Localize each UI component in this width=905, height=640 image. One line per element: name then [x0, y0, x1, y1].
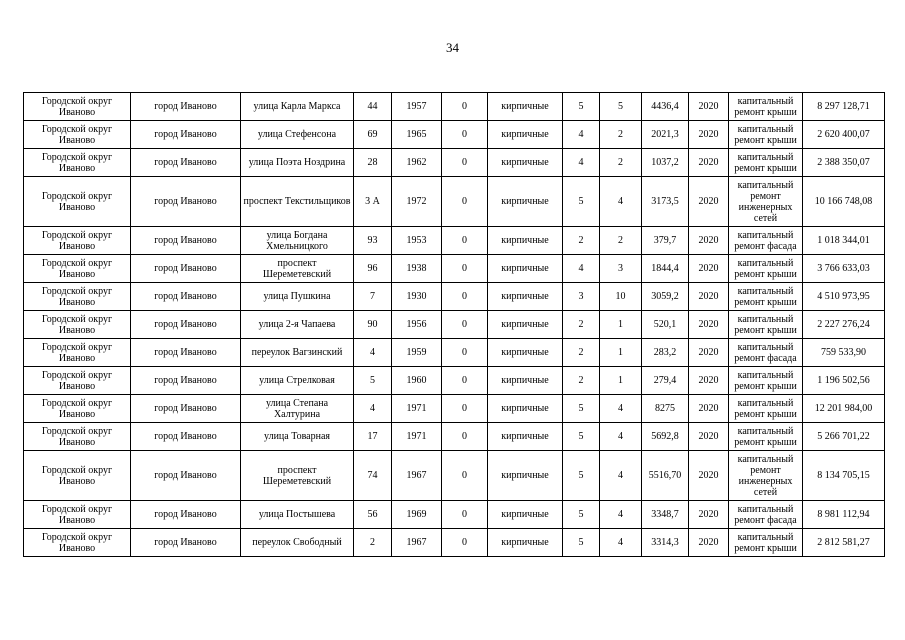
municipality-cell: Городской округ Иваново [24, 177, 131, 227]
house-number-cell: 4 [354, 339, 392, 367]
street-cell: улица Богдана Хмельницкого [241, 227, 354, 255]
plan-year-cell: 2020 [689, 311, 729, 339]
work-type-cell: капитальный ремонт крыши [729, 283, 803, 311]
table-row [24, 423, 885, 451]
cost-cell: 1 196 502,56 [803, 367, 885, 395]
municipality-cell: Городской округ Иваново [24, 283, 131, 311]
municipality-cell: Городской округ Иваново [24, 255, 131, 283]
zero-cell: 0 [442, 227, 488, 255]
house-number-cell: 2 [354, 529, 392, 557]
work-type-cell: капитальный ремонт крыши [729, 93, 803, 121]
city-cell: город Иваново [131, 93, 241, 121]
table-row [24, 227, 885, 255]
floors-cell: 5 [563, 177, 600, 227]
street-cell: переулок Вагзинский [241, 339, 354, 367]
area-cell: 8275 [642, 395, 689, 423]
house-number-cell: 56 [354, 501, 392, 529]
zero-cell: 0 [442, 255, 488, 283]
table-row [24, 451, 885, 501]
city-cell: город Иваново [131, 451, 241, 501]
city-cell: город Иваново [131, 255, 241, 283]
area-cell: 3173,5 [642, 177, 689, 227]
wall-material-cell: кирпичные [488, 283, 563, 311]
table-row [24, 121, 885, 149]
cost-cell: 12 201 984,00 [803, 395, 885, 423]
plan-year-cell: 2020 [689, 339, 729, 367]
entrances-cell: 4 [600, 501, 642, 529]
house-number-cell: 3 А [354, 177, 392, 227]
area-cell: 3348,7 [642, 501, 689, 529]
year-cell: 1965 [392, 121, 442, 149]
cost-cell: 10 166 748,08 [803, 177, 885, 227]
wall-material-cell: кирпичные [488, 311, 563, 339]
floors-cell: 2 [563, 339, 600, 367]
wall-material-cell: кирпичные [488, 395, 563, 423]
floors-cell: 4 [563, 149, 600, 177]
work-type-cell: капитальный ремонт фасада [729, 501, 803, 529]
street-cell: улица Товарная [241, 423, 354, 451]
municipality-cell: Городской округ Иваново [24, 339, 131, 367]
entrances-cell: 2 [600, 121, 642, 149]
zero-cell: 0 [442, 339, 488, 367]
work-type-cell: капитальный ремонт фасада [729, 227, 803, 255]
zero-cell: 0 [442, 149, 488, 177]
house-number-cell: 17 [354, 423, 392, 451]
entrances-cell: 4 [600, 423, 642, 451]
house-number-cell: 90 [354, 311, 392, 339]
zero-cell: 0 [442, 283, 488, 311]
street-cell: улица Стефенсона [241, 121, 354, 149]
entrances-cell: 2 [600, 227, 642, 255]
zero-cell: 0 [442, 367, 488, 395]
area-cell: 5516,70 [642, 451, 689, 501]
floors-cell: 5 [563, 93, 600, 121]
street-cell: улица Стрелковая [241, 367, 354, 395]
plan-year-cell: 2020 [689, 283, 729, 311]
area-cell: 4436,4 [642, 93, 689, 121]
city-cell: город Иваново [131, 339, 241, 367]
plan-year-cell: 2020 [689, 451, 729, 501]
street-cell: проспект Шереметевский [241, 255, 354, 283]
work-type-cell: капитальный ремонт крыши [729, 121, 803, 149]
house-number-cell: 5 [354, 367, 392, 395]
area-cell: 283,2 [642, 339, 689, 367]
area-cell: 1844,4 [642, 255, 689, 283]
cost-cell: 4 510 973,95 [803, 283, 885, 311]
house-number-cell: 93 [354, 227, 392, 255]
house-number-cell: 7 [354, 283, 392, 311]
entrances-cell: 10 [600, 283, 642, 311]
wall-material-cell: кирпичные [488, 149, 563, 177]
plan-year-cell: 2020 [689, 367, 729, 395]
entrances-cell: 1 [600, 339, 642, 367]
table-row [24, 339, 885, 367]
municipality-cell: Городской округ Иваново [24, 395, 131, 423]
floors-cell: 4 [563, 255, 600, 283]
year-cell: 1960 [392, 367, 442, 395]
house-number-cell: 74 [354, 451, 392, 501]
wall-material-cell: кирпичные [488, 501, 563, 529]
floors-cell: 5 [563, 501, 600, 529]
year-cell: 1971 [392, 423, 442, 451]
floors-cell: 4 [563, 121, 600, 149]
cost-cell: 3 766 633,03 [803, 255, 885, 283]
city-cell: город Иваново [131, 423, 241, 451]
street-cell: улица 2-я Чапаева [241, 311, 354, 339]
municipality-cell: Городской округ Иваново [24, 529, 131, 557]
city-cell: город Иваново [131, 121, 241, 149]
entrances-cell: 5 [600, 93, 642, 121]
work-type-cell: капитальный ремонт инженерных сетей [729, 177, 803, 227]
year-cell: 1959 [392, 339, 442, 367]
work-type-cell: капитальный ремонт инженерных сетей [729, 451, 803, 501]
wall-material-cell: кирпичные [488, 529, 563, 557]
year-cell: 1969 [392, 501, 442, 529]
area-cell: 3314,3 [642, 529, 689, 557]
city-cell: город Иваново [131, 149, 241, 177]
city-cell: город Иваново [131, 529, 241, 557]
street-cell: проспект Шереметевский [241, 451, 354, 501]
street-cell: улица Степана Халтурина [241, 395, 354, 423]
table-row [24, 177, 885, 227]
floors-cell: 5 [563, 451, 600, 501]
table-row [24, 311, 885, 339]
table-row [24, 395, 885, 423]
wall-material-cell: кирпичные [488, 93, 563, 121]
plan-year-cell: 2020 [689, 423, 729, 451]
floors-cell: 5 [563, 529, 600, 557]
zero-cell: 0 [442, 529, 488, 557]
area-cell: 2021,3 [642, 121, 689, 149]
table-row [24, 255, 885, 283]
year-cell: 1956 [392, 311, 442, 339]
cost-cell: 8 297 128,71 [803, 93, 885, 121]
street-cell: улица Пушкина [241, 283, 354, 311]
plan-year-cell: 2020 [689, 395, 729, 423]
house-registry-table [23, 92, 885, 557]
plan-year-cell: 2020 [689, 149, 729, 177]
area-cell: 3059,2 [642, 283, 689, 311]
entrances-cell: 4 [600, 177, 642, 227]
area-cell: 1037,2 [642, 149, 689, 177]
year-cell: 1971 [392, 395, 442, 423]
municipality-cell: Городской округ Иваново [24, 451, 131, 501]
work-type-cell: капитальный ремонт крыши [729, 149, 803, 177]
work-type-cell: капитальный ремонт крыши [729, 423, 803, 451]
municipality-cell: Городской округ Иваново [24, 311, 131, 339]
page-number: 34 [446, 40, 459, 55]
street-cell: улица Поэта Ноздрина [241, 149, 354, 177]
floors-cell: 2 [563, 227, 600, 255]
plan-year-cell: 2020 [689, 529, 729, 557]
year-cell: 1967 [392, 529, 442, 557]
work-type-cell: капитальный ремонт крыши [729, 395, 803, 423]
municipality-cell: Городской округ Иваново [24, 423, 131, 451]
municipality-cell: Городской округ Иваново [24, 121, 131, 149]
zero-cell: 0 [442, 451, 488, 501]
table-row [24, 283, 885, 311]
cost-cell: 2 620 400,07 [803, 121, 885, 149]
cost-cell: 2 227 276,24 [803, 311, 885, 339]
wall-material-cell: кирпичные [488, 339, 563, 367]
table-row [24, 149, 885, 177]
house-number-cell: 4 [354, 395, 392, 423]
floors-cell: 5 [563, 395, 600, 423]
cost-cell: 2 812 581,27 [803, 529, 885, 557]
plan-year-cell: 2020 [689, 93, 729, 121]
street-cell: проспект Текстильщиков [241, 177, 354, 227]
table-row [24, 529, 885, 557]
plan-year-cell: 2020 [689, 255, 729, 283]
work-type-cell: капитальный ремонт крыши [729, 529, 803, 557]
municipality-cell: Городской округ Иваново [24, 149, 131, 177]
entrances-cell: 4 [600, 395, 642, 423]
table-body [24, 93, 885, 557]
street-cell: улица Карла Маркса [241, 93, 354, 121]
house-number-cell: 44 [354, 93, 392, 121]
cost-cell: 5 266 701,22 [803, 423, 885, 451]
plan-year-cell: 2020 [689, 121, 729, 149]
city-cell: город Иваново [131, 227, 241, 255]
city-cell: город Иваново [131, 311, 241, 339]
street-cell: улица Постышева [241, 501, 354, 529]
city-cell: город Иваново [131, 367, 241, 395]
zero-cell: 0 [442, 501, 488, 529]
cost-cell: 759 533,90 [803, 339, 885, 367]
city-cell: город Иваново [131, 177, 241, 227]
entrances-cell: 4 [600, 451, 642, 501]
house-number-cell: 28 [354, 149, 392, 177]
municipality-cell: Городской округ Иваново [24, 501, 131, 529]
work-type-cell: капитальный ремонт фасада [729, 339, 803, 367]
cost-cell: 8 981 112,94 [803, 501, 885, 529]
city-cell: город Иваново [131, 501, 241, 529]
wall-material-cell: кирпичные [488, 423, 563, 451]
wall-material-cell: кирпичные [488, 367, 563, 395]
cost-cell: 2 388 350,07 [803, 149, 885, 177]
year-cell: 1930 [392, 283, 442, 311]
cost-cell: 1 018 344,01 [803, 227, 885, 255]
plan-year-cell: 2020 [689, 227, 729, 255]
city-cell: город Иваново [131, 395, 241, 423]
house-number-cell: 69 [354, 121, 392, 149]
wall-material-cell: кирпичные [488, 177, 563, 227]
floors-cell: 3 [563, 283, 600, 311]
area-cell: 379,7 [642, 227, 689, 255]
zero-cell: 0 [442, 177, 488, 227]
area-cell: 520,1 [642, 311, 689, 339]
zero-cell: 0 [442, 93, 488, 121]
table-row [24, 93, 885, 121]
floors-cell: 5 [563, 423, 600, 451]
wall-material-cell: кирпичные [488, 121, 563, 149]
house-number-cell: 96 [354, 255, 392, 283]
work-type-cell: капитальный ремонт крыши [729, 367, 803, 395]
work-type-cell: капитальный ремонт крыши [729, 255, 803, 283]
plan-year-cell: 2020 [689, 177, 729, 227]
year-cell: 1957 [392, 93, 442, 121]
year-cell: 1953 [392, 227, 442, 255]
municipality-cell: Городской округ Иваново [24, 227, 131, 255]
entrances-cell: 1 [600, 367, 642, 395]
plan-year-cell: 2020 [689, 501, 729, 529]
year-cell: 1938 [392, 255, 442, 283]
zero-cell: 0 [442, 395, 488, 423]
wall-material-cell: кирпичные [488, 451, 563, 501]
area-cell: 279,4 [642, 367, 689, 395]
floors-cell: 2 [563, 367, 600, 395]
floors-cell: 2 [563, 311, 600, 339]
entrances-cell: 3 [600, 255, 642, 283]
area-cell: 5692,8 [642, 423, 689, 451]
city-cell: город Иваново [131, 283, 241, 311]
work-type-cell: капитальный ремонт крыши [729, 311, 803, 339]
zero-cell: 0 [442, 311, 488, 339]
municipality-cell: Городской округ Иваново [24, 367, 131, 395]
year-cell: 1962 [392, 149, 442, 177]
entrances-cell: 4 [600, 529, 642, 557]
year-cell: 1972 [392, 177, 442, 227]
table-row [24, 367, 885, 395]
table-row [24, 501, 885, 529]
street-cell: переулок Свободный [241, 529, 354, 557]
wall-material-cell: кирпичные [488, 227, 563, 255]
entrances-cell: 1 [600, 311, 642, 339]
municipality-cell: Городской округ Иваново [24, 93, 131, 121]
wall-material-cell: кирпичные [488, 255, 563, 283]
cost-cell: 8 134 705,15 [803, 451, 885, 501]
zero-cell: 0 [442, 423, 488, 451]
year-cell: 1967 [392, 451, 442, 501]
entrances-cell: 2 [600, 149, 642, 177]
zero-cell: 0 [442, 121, 488, 149]
